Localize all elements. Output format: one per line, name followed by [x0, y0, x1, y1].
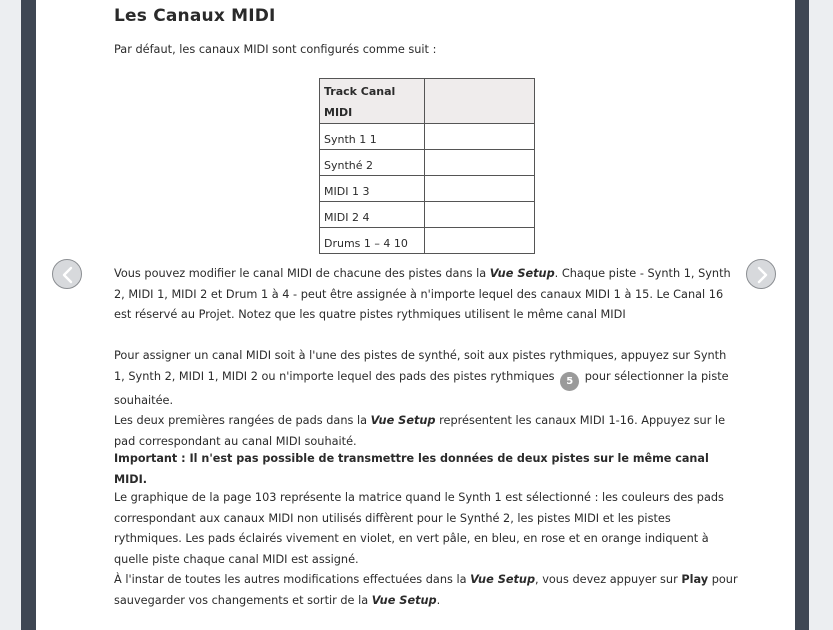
table-cell: MIDI 2 4: [320, 202, 425, 228]
text-run: pour sélectionner la piste souhaitée.: [114, 369, 729, 407]
text-run: Vous pouvez modifier le canal MIDI de chacune des pistes dans la: [114, 267, 490, 280]
table-row: [320, 228, 535, 254]
previous-page-button[interactable]: [52, 259, 82, 289]
text-run: pour sauvegarder vos changements et sortir de la: [114, 573, 738, 607]
table-cell: [425, 228, 535, 254]
table-cell: [425, 124, 535, 150]
table-cell: [425, 176, 535, 202]
table-cell: Synthé 2: [320, 150, 425, 176]
vue-setup-term: Vue Setup: [489, 267, 555, 280]
text-run: À l'instar de toutes les autres modifications effectuées dans la: [114, 573, 471, 586]
vue-setup-term: Vue Setup: [371, 593, 437, 607]
paragraph-pad-colors: [114, 488, 740, 611]
table-cell: [425, 150, 535, 176]
intro-text: Par défaut, les canaux MIDI sont configurés comme suit :: [114, 43, 437, 56]
table-header-row: [320, 79, 535, 124]
table-row: [320, 150, 535, 176]
play-term: Play: [681, 573, 709, 586]
text-run: , vous devez appuyer sur: [535, 573, 682, 586]
table-row: [320, 202, 535, 228]
text-run: Le graphique de la page 103 représente la matrice quand le Synth 1 est sélectionné : les couleurs des pads correspondant aux canaux MIDI non utilisés diffèrent pour le Synthé 2, les pistes MIDI et les pistes rythmiques. Les pads éclairés vivement en violet, en vert pâle, en bleu, en rose et en orange indiquent à quelle piste chaque canal MIDI est assigné.: [114, 491, 724, 566]
next-page-button[interactable]: [746, 259, 776, 289]
table-row: [320, 176, 535, 202]
important-note: Important : Il n'est pas possible de transmettre les données de deux pistes sur le même canal MIDI.: [114, 452, 709, 486]
text-run: .: [436, 593, 441, 607]
table-cell: Synth 1 1: [320, 124, 425, 150]
text-run: Les deux premières rangées de pads dans la: [114, 414, 371, 427]
vue-setup-term: Vue Setup: [370, 414, 436, 427]
table-row: [320, 124, 535, 150]
text-run: représentent les canaux MIDI 1-16. Appuyez sur le pad correspondant au canal MIDI souhaité.: [114, 414, 726, 448]
table-cell: [425, 202, 535, 228]
paragraph-midi-channel: [114, 264, 740, 326]
table-cell: MIDI 1 3: [320, 176, 425, 202]
midi-channel-table: [319, 78, 535, 254]
chevron-right-icon: [747, 260, 777, 290]
text-run: Pour assigner un canal MIDI soit à l'une des pistes de synthé, soit aux pistes rythmiques, appuyez sur Synth 1, Synth 2, MIDI 1, MIDI 2 ou n'importe lequel des pads des pistes rythmiques: [114, 349, 727, 383]
table-cell: Drums 1 – 4 10: [320, 228, 425, 254]
chevron-left-icon: [53, 260, 83, 290]
table-header-cell: [425, 79, 535, 124]
text-run: . Chaque piste - Synth 1, Synth 2, MIDI 1, MIDI 2 et Drum 1 à 4 - peut être assignée à n'importe lequel des canaux MIDI 1 à 15. Le Canal 16 est réservé au Projet. Notez que les quatre pistes rythmiques utilisent le même canal MIDI: [114, 267, 731, 321]
section-heading: Les Canaux MIDI: [114, 6, 276, 26]
paragraph-assign-channel: [114, 346, 740, 452]
step-number-badge: 5: [560, 372, 579, 391]
table-header-cell: Track Canal MIDI: [320, 79, 425, 124]
vue-setup-term: Vue Setup: [470, 573, 536, 586]
